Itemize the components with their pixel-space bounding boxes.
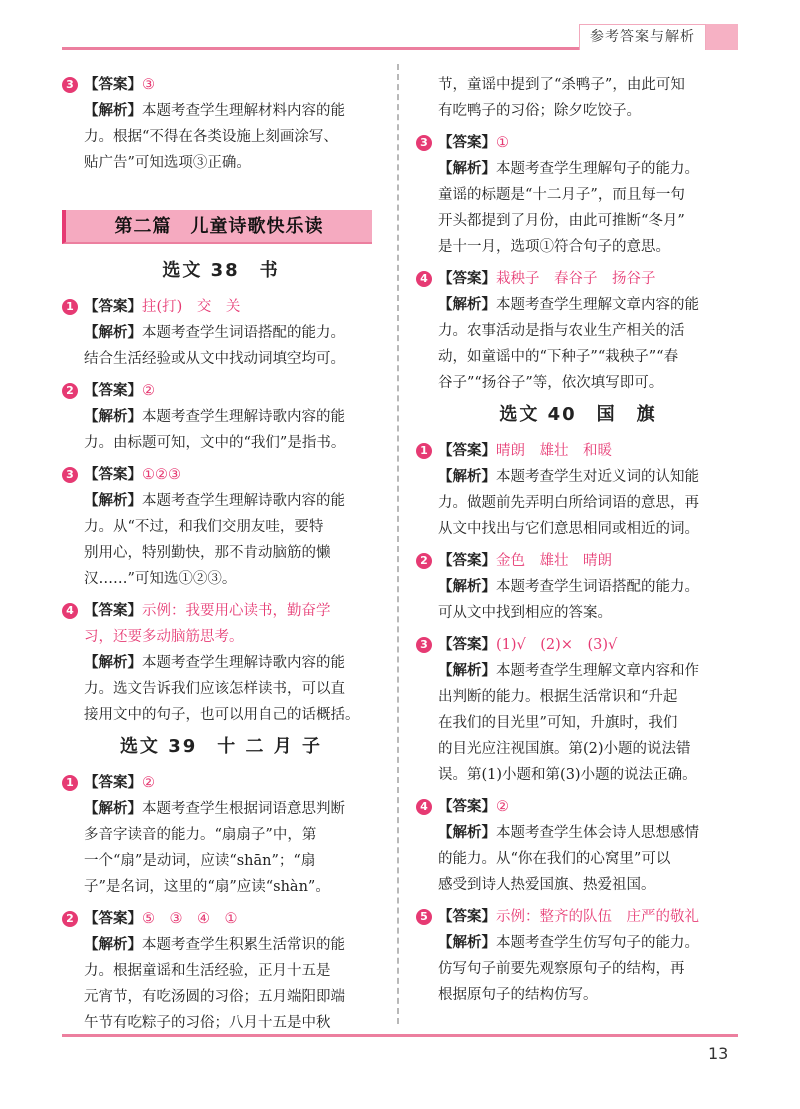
analysis-label: 【解析】 bbox=[84, 325, 142, 341]
analysis-label: 【解析】 bbox=[438, 825, 496, 841]
analysis-text: 午节有吃粽子的习俗；八月十五是中秋 bbox=[84, 1015, 331, 1031]
analysis-label: 【解析】 bbox=[438, 935, 496, 951]
question-number: 4 bbox=[62, 603, 78, 619]
analysis-text: 本题考查学生理解材料内容的能 bbox=[142, 103, 345, 119]
analysis-text: 本题考查学生理解文章内容的能 bbox=[496, 297, 699, 313]
analysis-label: 【解析】 bbox=[84, 937, 142, 953]
right-column bbox=[416, 72, 740, 1008]
analysis-text: 开头都提到了月份，由此可推断“冬月” bbox=[438, 213, 685, 229]
answer-item bbox=[62, 598, 380, 728]
analysis-text: 可从文中找到相应的答案。 bbox=[438, 605, 612, 621]
question-number: 3 bbox=[62, 467, 78, 483]
answer-label: 【答案】 bbox=[84, 603, 142, 619]
analysis-text: 本题考查学生词语搭配的能力。 bbox=[142, 325, 345, 341]
answer-item bbox=[416, 438, 740, 542]
analysis-text: 仿写句子前要先观察原句子的结构，再 bbox=[438, 961, 685, 977]
analysis-text: 在我们的目光里”可知，升旗时，我们 bbox=[438, 715, 678, 731]
analysis-text: 节，童谣中提到了“杀鸭子”，由此可知 bbox=[438, 77, 685, 93]
answer-text: 拄(打) 交 关 bbox=[142, 299, 241, 315]
analysis-text: 别用心，特别勤快，那不肯动脑筋的懒 bbox=[84, 545, 331, 561]
analysis-text: 出判断的能力。根据生活常识和“升起 bbox=[438, 689, 678, 705]
analysis-text: 本题考查学生体会诗人思想感情 bbox=[496, 825, 699, 841]
answer-item bbox=[416, 266, 740, 396]
analysis-label: 【解析】 bbox=[84, 103, 142, 119]
analysis-label: 【解析】 bbox=[438, 579, 496, 595]
answer-item bbox=[416, 794, 740, 898]
question-number: 4 bbox=[416, 271, 432, 287]
analysis-text: 本题考查学生理解诗歌内容的能 bbox=[142, 493, 345, 509]
answer-item bbox=[62, 770, 380, 900]
analysis-text: 力。根据童谣和生活经验，正月十五是 bbox=[84, 963, 331, 979]
analysis-label: 【解析】 bbox=[438, 161, 496, 177]
answer-text: ①②③ bbox=[142, 467, 181, 483]
question-number: 1 bbox=[62, 299, 78, 315]
analysis-label: 【解析】 bbox=[84, 655, 142, 671]
page-number: 13 bbox=[708, 1044, 729, 1063]
analysis-text: 本题考查学生理解诗歌内容的能 bbox=[142, 409, 345, 425]
answer-label: 【答案】 bbox=[84, 911, 142, 927]
answer-item bbox=[416, 130, 740, 260]
analysis-text: 的目光应注视国旗。第(2)小题的说法错 bbox=[438, 741, 691, 757]
answer-text: 金色 雄壮 晴朗 bbox=[496, 553, 612, 569]
answer-item bbox=[416, 904, 740, 1008]
question-number: 2 bbox=[62, 383, 78, 399]
header-tab-decoration bbox=[706, 24, 738, 50]
analysis-text: 力。农事活动是指与农业生产相关的活 bbox=[438, 323, 685, 339]
analysis-text: 元宵节，有吃汤圆的习俗；五月端阳即端 bbox=[84, 989, 345, 1005]
answer-item bbox=[416, 548, 740, 626]
analysis-text: 汉……”可知选①②③。 bbox=[84, 571, 237, 587]
question-number: 2 bbox=[62, 911, 78, 927]
question-number: 1 bbox=[62, 775, 78, 791]
question-number: 3 bbox=[416, 637, 432, 653]
continuation-text bbox=[416, 72, 740, 124]
answer-item bbox=[62, 378, 380, 456]
analysis-text: 的能力。从“你在我们的心窝里”可以 bbox=[438, 851, 671, 867]
analysis-text: 是十一月，选项①符合句子的意思。 bbox=[438, 239, 670, 255]
question-number: 3 bbox=[416, 135, 432, 151]
analysis-text: 本题考查学生仿写句子的能力。 bbox=[496, 935, 699, 951]
analysis-label: 【解析】 bbox=[84, 493, 142, 509]
section-title: 选文 40 国 旗 bbox=[499, 404, 657, 425]
analysis-text: 本题考查学生根据词语意思判断 bbox=[142, 801, 345, 817]
answer-text: ② bbox=[142, 383, 155, 399]
answer-text: ⑤ ③ ④ ① bbox=[142, 911, 238, 927]
analysis-text: 感受到诗人热爱国旗、热爱祖国。 bbox=[438, 877, 656, 893]
part-banner: 第二篇 儿童诗歌快乐读 bbox=[62, 210, 372, 244]
answer-label: 【答案】 bbox=[438, 799, 496, 815]
answer-label: 【答案】 bbox=[84, 467, 142, 483]
answer-text: 习，还要多动脑筋思考。 bbox=[84, 629, 244, 645]
analysis-text: 本题考查学生积累生活常识的能 bbox=[142, 937, 345, 953]
question-number: 3 bbox=[62, 77, 78, 93]
answer-item bbox=[62, 72, 380, 176]
answer-text: ③ bbox=[142, 77, 155, 93]
answer-item bbox=[416, 632, 740, 788]
question-number: 2 bbox=[416, 553, 432, 569]
answer-text: 示例：整齐的队伍 庄严的敬礼 bbox=[496, 909, 699, 925]
answer-label: 【答案】 bbox=[84, 77, 142, 93]
analysis-text: 力。从“不过，和我们交朋友哇，要特 bbox=[84, 519, 324, 535]
answer-item bbox=[62, 462, 380, 592]
analysis-text: 多音字读音的能力。“扇扇子”中，第 bbox=[84, 827, 317, 843]
analysis-text: 动，如童谣中的“下种子”“栽秧子”“春 bbox=[438, 349, 679, 365]
question-number: 4 bbox=[416, 799, 432, 815]
analysis-text: 力。选文告诉我们应该怎样读书，可以直 bbox=[84, 681, 345, 697]
analysis-text: 谷子”“扬谷子”等，依次填写即可。 bbox=[438, 375, 664, 391]
answer-label: 【答案】 bbox=[438, 637, 496, 653]
analysis-text: 从文中找出与它们意思相同或相近的词。 bbox=[438, 521, 699, 537]
analysis-text: 贴广告”可知选项③正确。 bbox=[84, 155, 251, 171]
analysis-text: 本题考查学生词语搭配的能力。 bbox=[496, 579, 699, 595]
section-title: 选文 39 十 二 月 子 bbox=[119, 736, 323, 757]
answer-label: 【答案】 bbox=[438, 443, 496, 459]
answer-label: 【答案】 bbox=[438, 271, 496, 287]
answer-text: 栽秧子 春谷子 扬谷子 bbox=[496, 271, 656, 287]
footer-rule bbox=[62, 1034, 738, 1037]
column-divider bbox=[397, 64, 399, 1024]
analysis-text: 童谣的标题是“十二月子”，而且每一句 bbox=[438, 187, 685, 203]
question-number: 5 bbox=[416, 909, 432, 925]
answer-item bbox=[62, 906, 380, 1036]
answer-text: ② bbox=[142, 775, 155, 791]
answer-text: 示例：我要用心读书，勤奋学 bbox=[142, 603, 331, 619]
analysis-label: 【解析】 bbox=[84, 801, 142, 817]
answer-item bbox=[62, 294, 380, 372]
analysis-text: 力。根据“不得在各类设施上刻画涂写、 bbox=[84, 129, 338, 145]
answer-label: 【答案】 bbox=[438, 135, 496, 151]
analysis-label: 【解析】 bbox=[438, 663, 496, 679]
answer-text: ① bbox=[496, 135, 509, 151]
analysis-text: 一个“扇”是动词，应读“shān”；“扇 bbox=[84, 853, 316, 869]
analysis-text: 力。做题前先弄明白所给词语的意思，再 bbox=[438, 495, 699, 511]
answer-label: 【答案】 bbox=[84, 775, 142, 791]
answer-label: 【答案】 bbox=[84, 299, 142, 315]
analysis-text: 力。由标题可知，文中的“我们”是指书。 bbox=[84, 435, 346, 451]
answer-label: 【答案】 bbox=[84, 383, 142, 399]
answer-label: 【答案】 bbox=[438, 553, 496, 569]
analysis-label: 【解析】 bbox=[438, 297, 496, 313]
left-column bbox=[62, 72, 380, 1036]
analysis-text: 子”是名词，这里的“扇”应读“shàn”。 bbox=[84, 879, 330, 895]
answer-text: 晴朗 雄壮 和暖 bbox=[496, 443, 612, 459]
analysis-text: 有吃鸭子的习俗；除夕吃饺子。 bbox=[438, 103, 641, 119]
analysis-text: 根据原句子的结构仿写。 bbox=[438, 987, 598, 1003]
question-number: 1 bbox=[416, 443, 432, 459]
analysis-text: 本题考查学生对近义词的认知能 bbox=[496, 469, 699, 485]
analysis-label: 【解析】 bbox=[438, 469, 496, 485]
analysis-text: 接用文中的句子，也可以用自己的话概括。 bbox=[84, 707, 360, 723]
answer-text: (1)√ (2)× (3)√ bbox=[496, 637, 618, 653]
header-title: 参考答案与解析 bbox=[579, 24, 706, 50]
analysis-text: 结合生活经验或从文中找动词填空均可。 bbox=[84, 351, 345, 367]
section-title: 选文 38 书 bbox=[162, 260, 280, 281]
analysis-text: 误。第(1)小题和第(3)小题的说法正确。 bbox=[438, 767, 697, 783]
analysis-label: 【解析】 bbox=[84, 409, 142, 425]
analysis-text: 本题考查学生理解诗歌内容的能 bbox=[142, 655, 345, 671]
answer-label: 【答案】 bbox=[438, 909, 496, 925]
analysis-text: 本题考查学生理解句子的能力。 bbox=[496, 161, 699, 177]
analysis-text: 本题考查学生理解文章内容和作 bbox=[496, 663, 699, 679]
answer-text: ② bbox=[496, 799, 509, 815]
